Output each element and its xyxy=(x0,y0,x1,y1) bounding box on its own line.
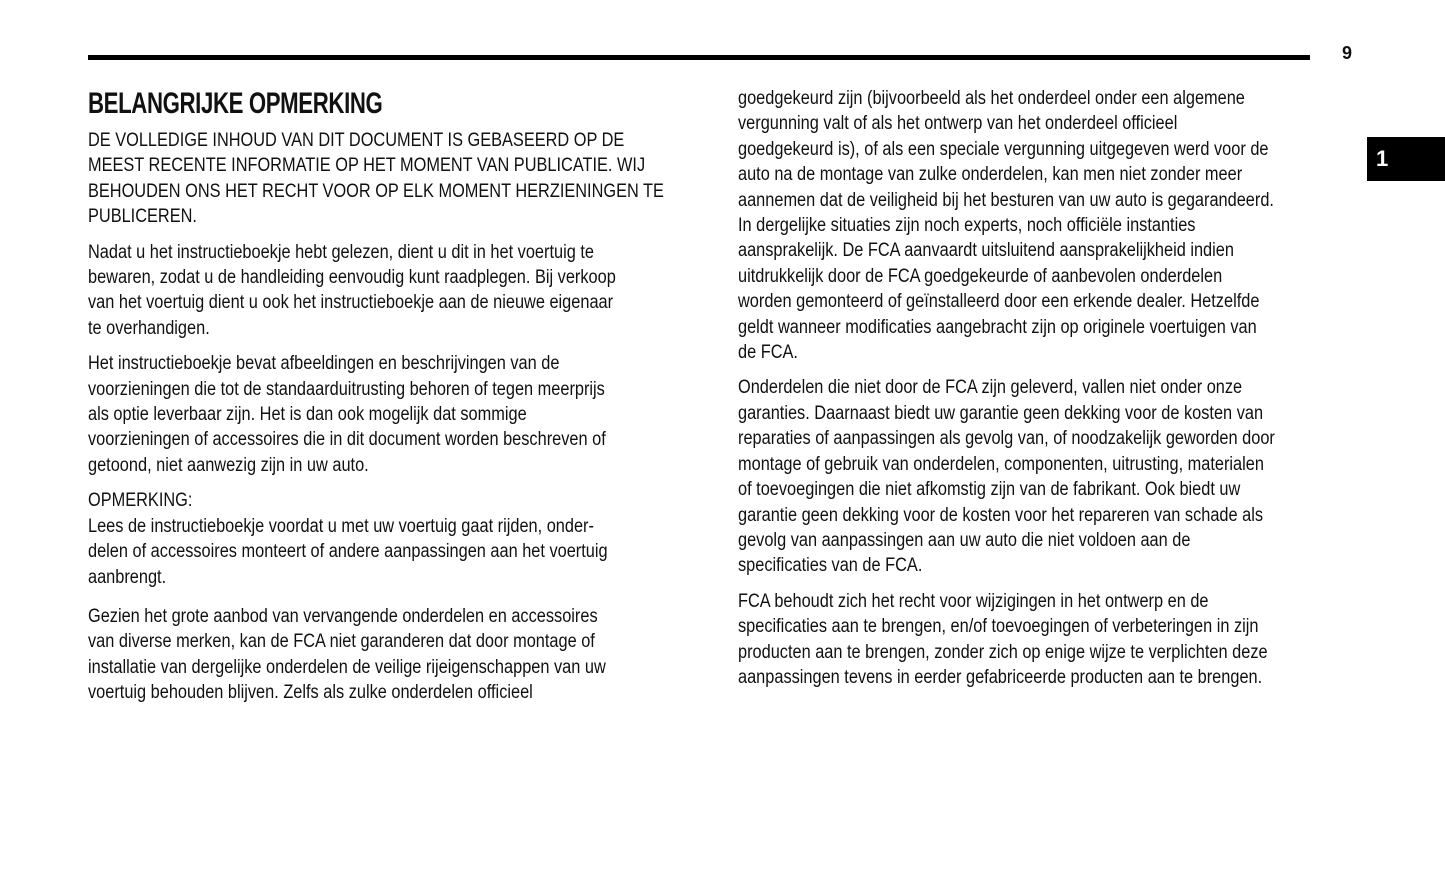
text-line: DE VOLLEDIGE INHOUD VAN DIT DOCUMENT IS GEBASEERD OP DE xyxy=(88,130,625,151)
text-line: of toevoegingen die niet afkomstig zijn van de fabrikant. Ook biedt uw xyxy=(738,479,1241,501)
text-line: uitdrukkelijk door de FCA goedgekeurde of aanbevolen onderdelen xyxy=(738,265,1223,287)
paragraph xyxy=(88,240,718,342)
text-line: van diverse merken, kan de FCA niet garanderen dat door montage of xyxy=(88,631,595,653)
paragraph xyxy=(88,351,718,478)
text-line: auto na de montage van zulke onderdelen, kan men niet zonder meer xyxy=(738,164,1243,186)
section-heading: BELANGRIJKE OPMERKING xyxy=(88,87,383,120)
text-line: getoond, niet aanwezig zijn in uw auto. xyxy=(88,454,369,476)
text-line: bewaren, zodat u de handleiding eenvoudig kunt raadplegen. Bij verkoop xyxy=(88,267,616,289)
text-line: garantie geen dekking voor de kosten voor het repareren van schade als xyxy=(738,504,1264,526)
text-line: Het instructieboekje bevat afbeeldingen en beschrijvingen van de xyxy=(88,353,560,375)
text-line: worden gemonteerd of geïnstalleerd door een erkende dealer. Hetzelfde xyxy=(738,291,1260,313)
header-rule xyxy=(88,55,1310,60)
chapter-tab xyxy=(1367,137,1445,181)
text-line: reparaties of aanpassingen als gevolg van, of noodzakelijk geworden door xyxy=(738,428,1275,450)
text-line: voertuig behouden blijven. Zelfs als zulke onderdelen officieel xyxy=(88,682,533,704)
text-line: FCA behoudt zich het recht voor wijzigingen in het ontwerp en de xyxy=(738,590,1209,612)
text-line: voorzieningen die tot de standaarduitrusting behoren of tegen meerprijs xyxy=(88,378,605,400)
text-line: BEHOUDEN ONS HET RECHT VOOR OP ELK MOMENT HERZIENINGEN TE xyxy=(88,180,664,202)
text-line: montage of gebruik van onderdelen, componenten, uitrusting, materialen xyxy=(738,453,1264,475)
paragraph xyxy=(88,604,718,706)
text-line: aanbrengt. xyxy=(88,566,167,588)
page-number: 9 xyxy=(1342,43,1353,63)
text-line: delen of accessoires monteert of andere aanpassingen aan het voertuig xyxy=(88,541,608,563)
text-line: Lees de instructieboekje voordat u met uw voertuig gaat rijden, onder- xyxy=(88,515,594,537)
text-line: goedgekeurd is), of als een speciale vergunning uitgegeven werd voor de xyxy=(738,138,1269,160)
left-column xyxy=(88,86,718,716)
text-line: de FCA. xyxy=(738,342,798,364)
text-line: MEEST RECENTE INFORMATIE OP HET MOMENT VAN PUBLICATIE. WIJ xyxy=(88,155,646,177)
paragraph xyxy=(738,86,1368,365)
text-line: aannemen dat de veiligheid bij het besturen van uw auto is gegarandeerd. xyxy=(738,189,1274,211)
note-label: OPMERKING: xyxy=(88,490,193,512)
text-line: specificaties aan te brengen, en/of toevoegingen of verbeteringen in zijn xyxy=(738,616,1259,638)
text-line: te overhandigen. xyxy=(88,317,210,339)
right-column xyxy=(738,86,1368,700)
text-line: aansprakelijk. De FCA aanvaardt uitsluitend aansprakelijkheid indien xyxy=(738,240,1234,262)
note-block xyxy=(88,488,718,590)
text-line: producten aan te brengen, zonder zich op enige wijze te verplichten deze xyxy=(738,641,1268,663)
paragraph xyxy=(738,375,1368,578)
text-line: Onderdelen die niet door de FCA zijn geleverd, vallen niet onder onze xyxy=(738,377,1243,399)
text-line: aanpassingen tevens in eerder gefabriceerde producten aan te brengen. xyxy=(738,666,1263,688)
text-line: van het voertuig dient u ook het instructieboekje aan de nieuwe eigenaar xyxy=(88,292,614,314)
text-line: vergunning valt of als het ontwerp van het onderdeel officieel xyxy=(738,113,1178,135)
text-line: Gezien het grote aanbod van vervangende onderdelen en accessoires xyxy=(88,605,598,627)
text-line: installatie van dergelijke onderdelen de veilige rijeigenschappen van uw xyxy=(88,656,606,678)
text-line: als optie leverbaar zijn. Het is dan ook mogelijk dat sommige xyxy=(88,404,527,426)
text-line: specificaties van de FCA. xyxy=(738,555,923,577)
text-line: voorzieningen of accessoires die in dit document worden beschreven of xyxy=(88,429,606,451)
paragraph xyxy=(738,589,1368,691)
text-line: goedgekeurd zijn (bijvoorbeeld als het onderdeel onder een algemene xyxy=(738,88,1245,109)
text-line: PUBLICEREN. xyxy=(88,206,197,228)
text-line: geldt wanneer modificaties aangebracht zijn op originele voertuigen van xyxy=(738,316,1257,338)
text-line: garanties. Daarnaast biedt uw garantie geen dekking voor de kosten van xyxy=(738,402,1264,424)
paragraph xyxy=(88,128,718,230)
text-line: In dergelijke situaties zijn noch experts, noch officiële instanties xyxy=(738,215,1196,237)
text-line: gevolg van aanpassingen aan uw auto die niet voldoen aan de xyxy=(738,529,1191,551)
chapter-tab-label: 1 xyxy=(1376,146,1389,171)
text-line: Nadat u het instructieboekje hebt gelezen, dient u dit in het voertuig te xyxy=(88,241,594,263)
